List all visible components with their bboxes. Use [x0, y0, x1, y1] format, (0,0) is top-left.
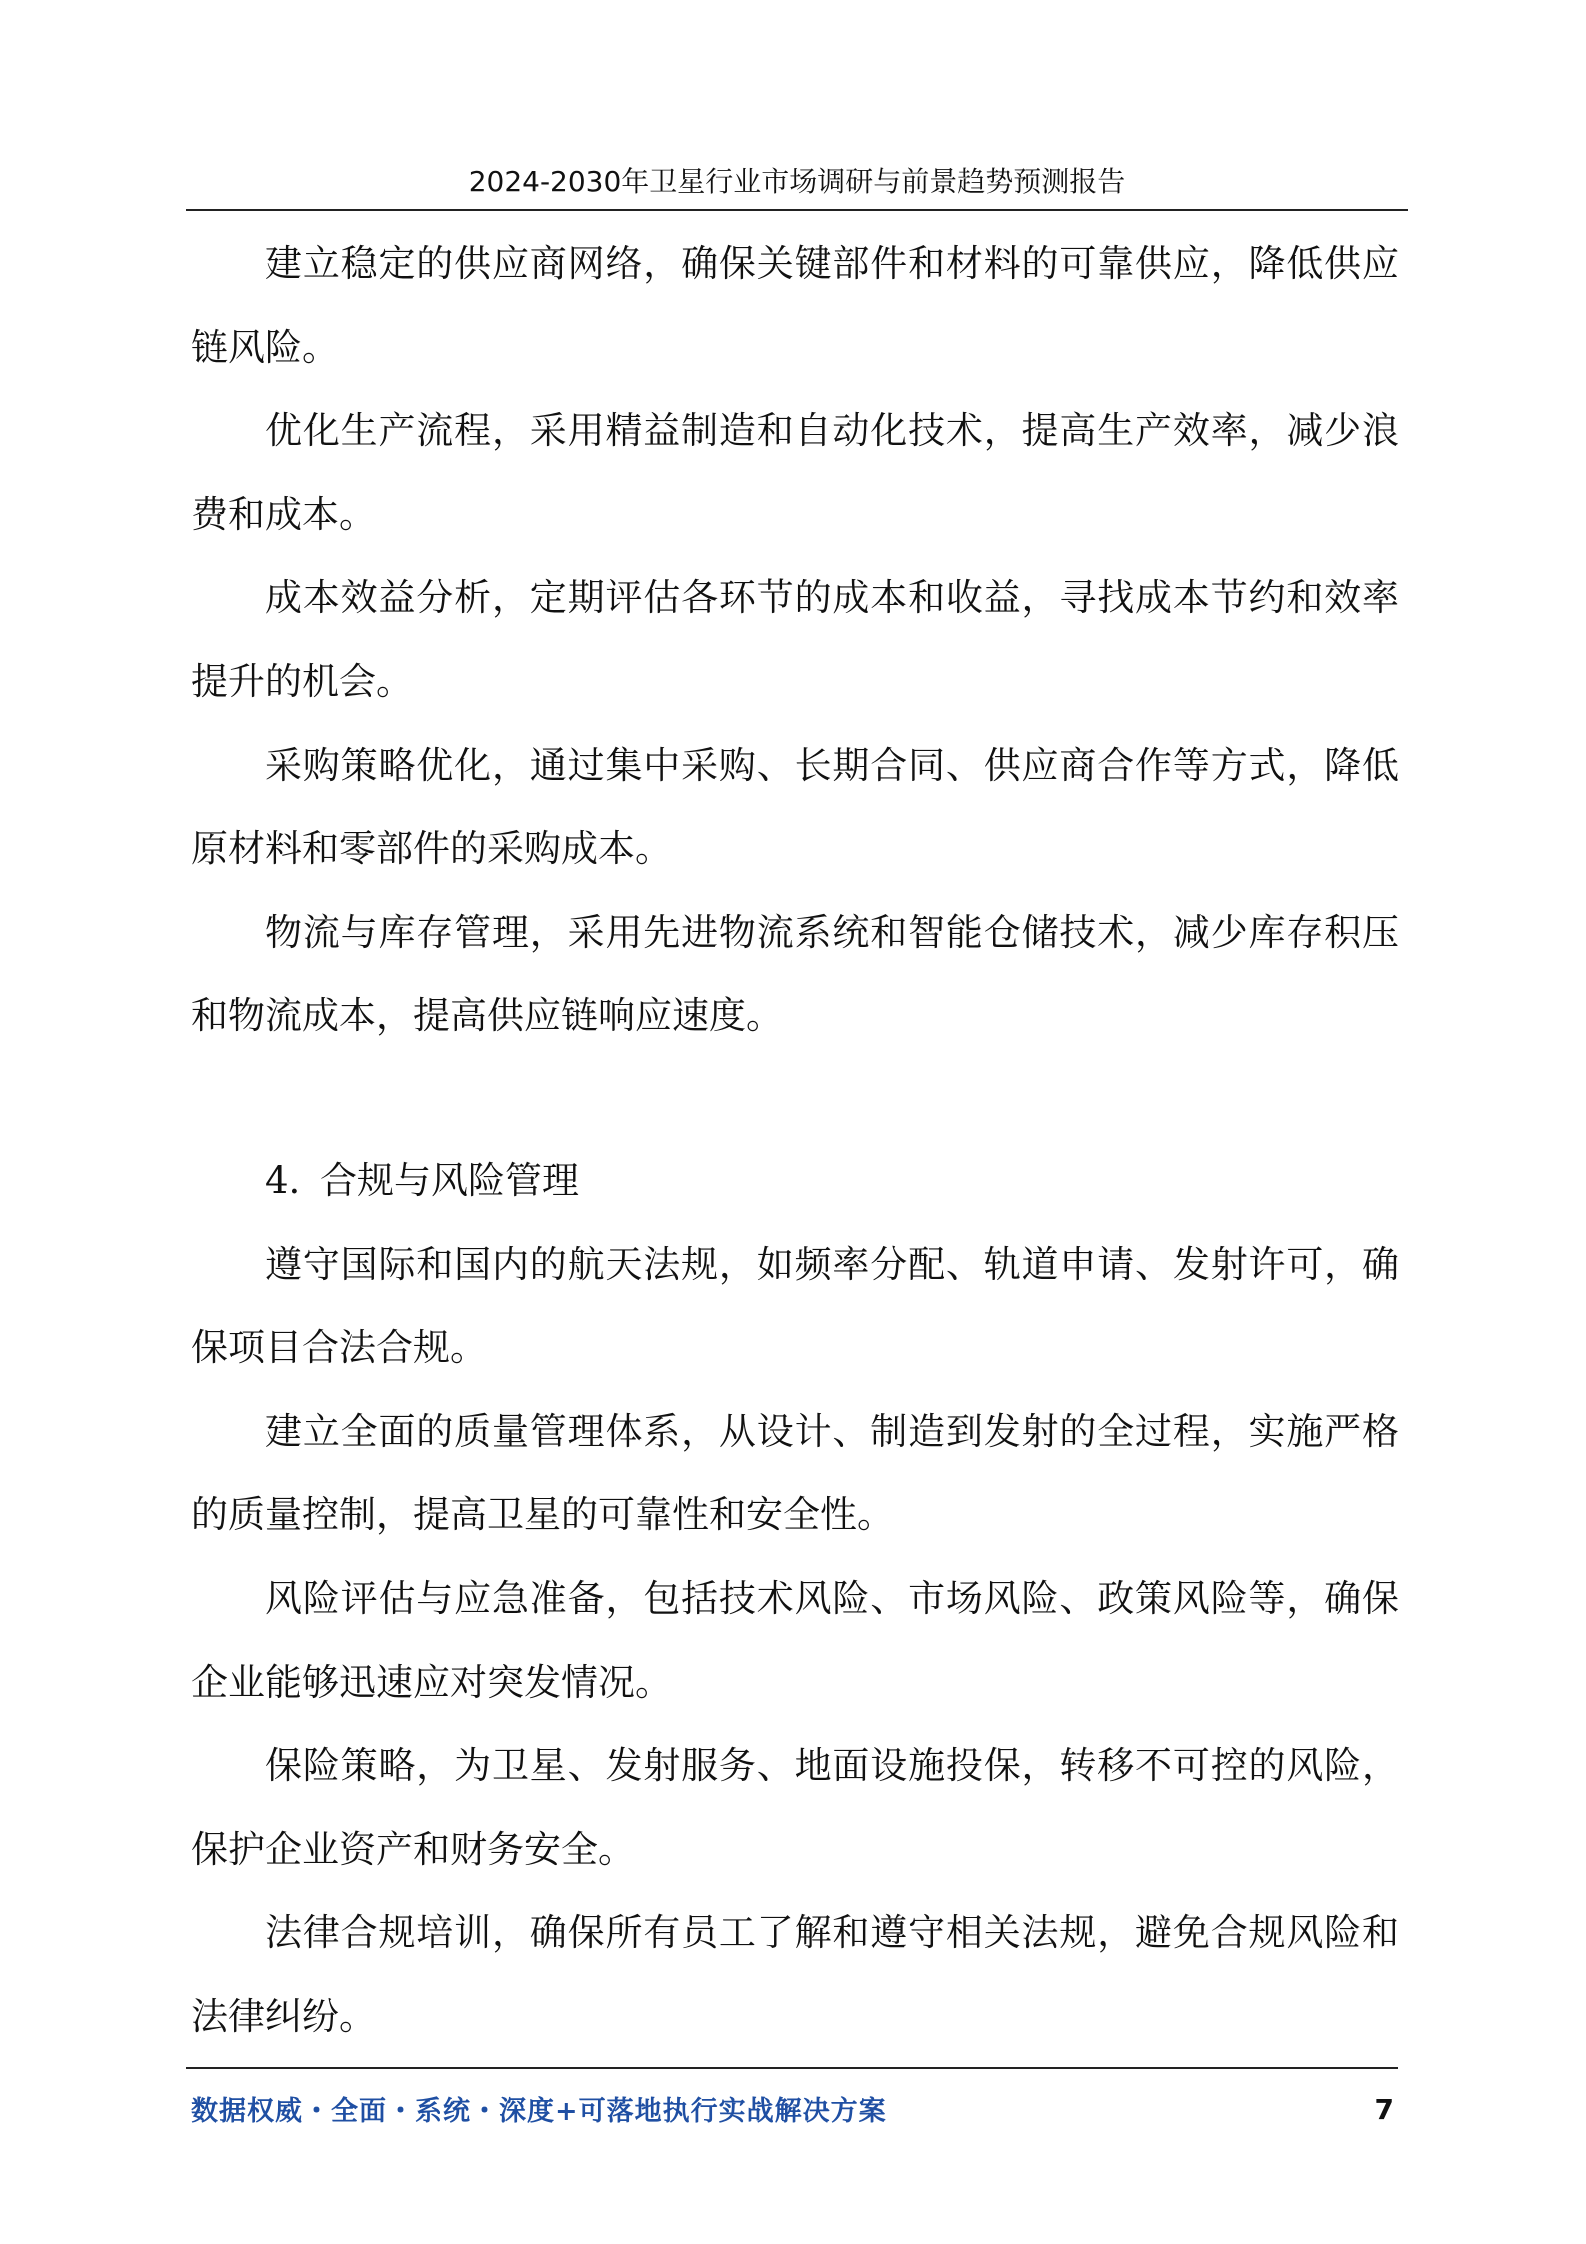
paragraph-production-process: 优化生产流程，采用精益制造和自动化技术，提高生产效率，减少浪费和成本。: [191, 409, 1399, 536]
document-body: [191, 222, 1399, 2058]
section-heading: [191, 1139, 1399, 1223]
paragraph-cost-benefit: 成本效益分析，定期评估各环节的成本和收益，寻找成本节约和效率提升的机会。: [191, 576, 1399, 703]
paragraph-insurance: 保险策略，为卫星、发射服务、地面设施投保，转移不可控的风险，保护企业资产和财务安全。: [191, 1744, 1399, 1871]
paragraph-logistics: 物流与库存管理，采用先进物流系统和智能仓储技术，减少库存积压和物流成本，提高供应链响应速度。: [191, 910, 1399, 1038]
paragraph-risk-assessment: 风险评估与应急准备，包括技术风险、市场风险、政策风险等，确保企业能够迅速应对突发情况。: [191, 1576, 1399, 1704]
footer-divider: [186, 2067, 1398, 2069]
section-number: 4.: [265, 1158, 301, 1202]
section-title: 合规与风险管理: [320, 1158, 579, 1202]
paragraph-quality-management: 建立全面的质量管理体系，从设计、制造到发射的全过程，实施严格的质量控制，提高卫星的可靠性和安全性。: [191, 1409, 1399, 1537]
paragraph-supplier-network: 建立稳定的供应商网络，确保关键部件和材料的可靠供应，降低供应链风险。: [191, 242, 1399, 369]
paragraph-legal-training: 法律合规培训，确保所有员工了解和遵守相关法规，避免合规风险和法律纠纷。: [191, 1911, 1399, 2038]
header-divider: [186, 209, 1408, 211]
footer-slogan: 数据权威・全面・系统・深度+可落地执行实战解决方案: [191, 2096, 887, 2127]
paragraph-procurement: 采购策略优化，通过集中采购、长期合同、供应商合作等方式，降低原材料和零部件的采购成本。: [191, 743, 1399, 871]
page-number: 7: [1374, 2093, 1394, 2126]
paragraph-regulations: 遵守国际和国内的航天法规，如频率分配、轨道申请、发射许可，确保项目合法合规。: [191, 1242, 1399, 1370]
page-header-title: 2024-2030年卫星行业市场调研与前景趋势预测报告: [468, 165, 1126, 198]
